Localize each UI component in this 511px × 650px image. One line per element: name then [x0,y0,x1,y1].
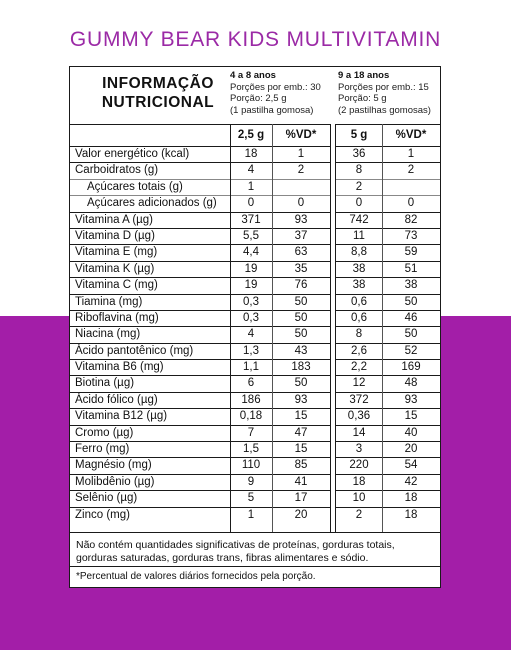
table-row [70,343,440,359]
product-title: GUMMY BEAR KIDS MULTIVITAMIN [69,28,442,51]
group-name: 9 a 18 anos [338,70,390,81]
nutrient-label: Ácido pantotênico (mg) [75,344,194,357]
table-row [70,441,440,457]
vd-group-2: 50 [404,295,418,308]
amount-group-1: 7 [247,426,255,439]
amount-group-2: 2 [355,180,363,193]
amount-group-1: 5 [247,492,255,505]
vd-group-2: 169 [401,361,421,374]
amount-group-2: 11 [353,229,365,242]
vd-group-1: 63 [294,246,308,259]
vd-group-2: 18 [404,492,418,505]
table-row [70,195,440,211]
table-row [70,490,440,506]
amount-group-1: 19 [244,279,258,292]
amount-group-1: 6 [247,377,255,390]
vd-group-2: 73 [404,229,418,242]
vd-group-1: 17 [294,492,308,505]
amount-group-1: 4 [247,328,255,341]
vd-group-1: 15 [294,443,308,456]
nutrient-label: Zinco (mg) [75,508,130,521]
vd-group-1: 20 [294,508,308,521]
amount-group-2: 36 [352,148,366,160]
amount-group-1: 0,3 [243,311,259,324]
table-row [70,408,440,424]
nutrient-label: Ferro (mg) [75,443,130,456]
group-portions: Porções por emb.: 30 [230,81,321,93]
amount-group-2: 0,6 [351,295,367,308]
amount-group-2: 0,36 [347,410,371,423]
group-info-9-18 [338,70,442,116]
col-header-vd-1: %VD* [285,129,317,141]
col-header-amount-1: 2,5 g [237,129,265,141]
amount-group-1: 0,18 [239,410,263,423]
vd-group-2: 51 [404,262,418,275]
amount-group-1: 1,5 [243,443,259,456]
nutrient-label: Niacina (mg) [75,328,141,341]
amount-group-2: 38 [352,262,366,275]
table-heading [84,74,232,112]
table-row [70,228,440,244]
table-row [70,277,440,293]
amount-group-1: 0,3 [243,295,259,308]
table-row [70,179,440,195]
amount-group-1: 1 [247,508,255,521]
nutrient-label: Selênio (µg) [75,492,138,505]
amount-group-2: 10 [352,492,366,505]
table-row [70,162,440,178]
vd-group-2: 42 [404,475,418,488]
amount-group-1: 1,3 [243,344,259,357]
group-serving-note: (2 pastilhas gomosas) [338,104,431,116]
vd-group-1: 47 [294,426,308,439]
footnote-not-significant: Não contém quantidades significativas de proteínas, gorduras totais, gorduras saturadas, gorduras trans, fibras alimentares e sódio. [70,532,440,569]
amount-group-2: 8,8 [351,246,367,259]
nutrient-label: Vitamina B12 (µg) [75,410,168,423]
nutrient-label: Tiamina (mg) [75,295,143,308]
amount-group-2: 18 [352,475,366,488]
col-header-amount-2: 5 g [350,129,368,141]
nutrient-label: Carboidratos (g) [75,164,159,177]
nutrition-facts-table [69,66,441,588]
col-header-vd-2: %VD* [395,129,427,141]
vd-group-1: 50 [294,311,308,324]
vd-group-1: 35 [294,262,308,275]
vd-group-1: 1 [297,148,305,160]
nutrient-label: Vitamina D (µg) [75,229,155,242]
vd-group-2: 50 [404,328,418,341]
heading-line-1: INFORMAÇÃO [102,75,214,92]
vd-group-1: 50 [294,377,308,390]
amount-group-2: 372 [349,393,369,406]
table-row [70,310,440,326]
amount-group-2: 12 [352,377,366,390]
nutrient-label: Açúcares totais (g) [87,180,183,193]
group-serving: Porção: 5 g [338,93,387,105]
nutrient-label: Biotina (µg) [75,377,135,390]
amount-group-1: 0 [247,197,255,210]
amount-group-1: 186 [241,393,261,406]
nutrient-label: Molibdênio (µg) [75,475,155,488]
amount-group-2: 38 [352,279,366,292]
amount-group-2: 14 [352,426,366,439]
footnote-daily-values: *Percentual de valores diários fornecidos pela porção. [70,566,440,586]
amount-group-1: 9 [247,475,255,488]
amount-group-1: 5,5 [243,229,259,242]
nutrient-label: Ácido fólico (µg) [75,393,158,406]
table-row [70,507,440,523]
vd-group-1: 2 [297,164,305,177]
nutrient-label: Vitamina B6 (mg) [75,361,164,374]
nutrient-label: Cromo (µg) [75,426,134,439]
column-divider [382,124,383,532]
nutrient-label: Magnésio (mg) [75,459,152,472]
amount-group-1: 19 [244,262,258,275]
vd-group-1: 50 [294,295,308,308]
vd-group-1: 85 [294,459,308,472]
vd-group-2: 20 [404,443,418,456]
amount-group-2: 3 [355,443,363,456]
vd-group-1: 0 [297,197,305,210]
vd-group-1: 93 [294,213,308,226]
amount-group-1: 110 [241,459,261,472]
vd-group-2: 93 [404,393,418,406]
nutrient-label: Vitamina E (mg) [75,246,158,259]
vd-group-1: 15 [294,410,308,423]
table-row [70,457,440,473]
vd-group-2: 1 [407,148,415,160]
nutrient-label: Vitamina K (µg) [75,262,155,275]
heading-line-2: NUTRICIONAL [101,94,215,111]
amount-group-2: 2,2 [351,361,367,374]
table-row [70,146,440,162]
table-row [70,261,440,277]
table-header [70,67,440,125]
table-row [70,294,440,310]
vd-group-2: 18 [404,508,418,521]
amount-group-2: 8 [355,328,363,341]
amount-group-2: 0,6 [351,311,367,324]
vd-group-2: 0 [407,197,415,210]
table-row [70,359,440,375]
table-row [70,425,440,441]
amount-group-1: 1 [247,180,255,193]
nutrient-label: Açúcares adicionados (g) [87,197,217,210]
amount-group-1: 18 [244,148,258,160]
vd-group-2: 59 [404,246,418,259]
nutrient-label: Riboflavina (mg) [75,311,159,324]
vd-group-1: 41 [294,475,308,488]
table-row [70,474,440,490]
group-serving: Porção: 2,5 g [230,93,287,105]
amount-group-1: 4 [247,164,255,177]
vd-group-2: 38 [404,279,418,292]
table-row [70,392,440,408]
nutrient-rows [70,146,440,523]
table-row [70,244,440,260]
nutrient-label: Vitamina C (mg) [75,279,158,292]
vd-group-1: 43 [294,344,308,357]
amount-group-2: 2 [355,508,363,521]
group-serving-note: (1 pastilha gomosa) [230,104,314,116]
vd-group-2: 46 [404,311,418,324]
vd-group-2: 2 [407,164,415,177]
vd-group-1: 50 [294,328,308,341]
amount-group-2: 2,6 [351,344,367,357]
vd-group-1: 76 [294,279,308,292]
vd-group-1: 37 [294,229,308,242]
amount-group-2: 8 [355,164,363,177]
amount-group-2: 0 [355,197,363,210]
amount-group-1: 371 [241,213,261,226]
amount-group-2: 220 [349,459,369,472]
amount-group-1: 4,4 [243,246,259,259]
vd-group-2: 82 [404,213,418,226]
amount-group-1: 1,1 [243,361,259,374]
vd-group-2: 52 [404,344,418,357]
column-divider [272,124,273,532]
vd-group-2: 15 [404,410,418,423]
vd-group-1: 183 [291,361,311,374]
table-row [70,326,440,342]
table-row [70,375,440,391]
table-row [70,212,440,228]
group-info-4-8 [230,70,336,116]
column-divider [230,124,231,532]
vd-group-1: 93 [294,393,308,406]
vd-group-2: 54 [404,459,418,472]
nutrient-label: Vitamina A (µg) [75,213,154,226]
group-separator [330,124,336,532]
group-name: 4 a 8 anos [230,70,276,81]
nutrient-label: Valor energético (kcal) [75,148,190,160]
vd-group-2: 48 [404,377,418,390]
group-portions: Porções por emb.: 15 [338,81,429,93]
amount-group-2: 742 [349,213,369,226]
vd-group-2: 40 [404,426,418,439]
